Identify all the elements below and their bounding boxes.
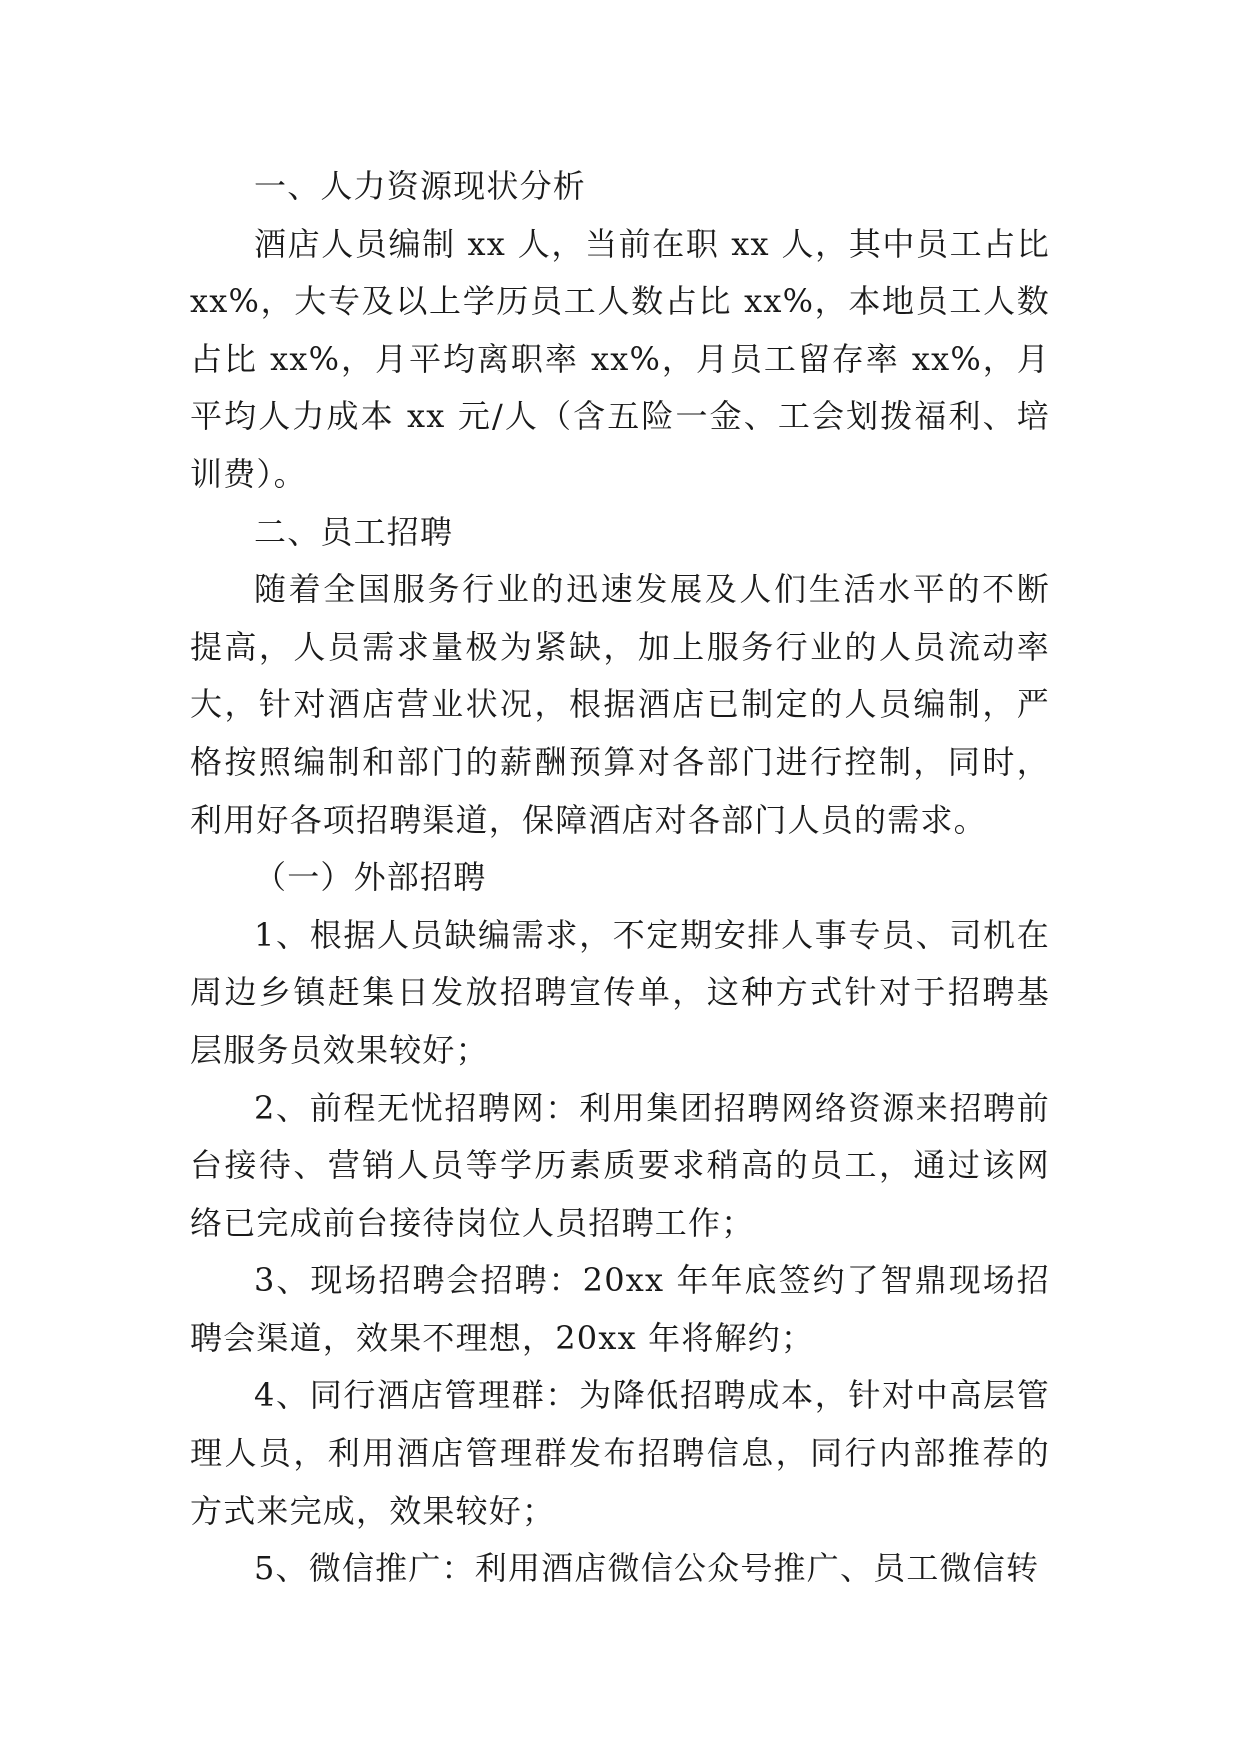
list-item-5: 5、微信推广：利用酒店微信公众号推广、员工微信转	[254, 1549, 1040, 1588]
list-item-2: 2、前程无忧招聘网：利用集团招聘网络资源来招聘前台接待、营销人员等学历素质要求稍高的员工，通过该网络已完成前台接待岗位人员招聘工作；	[190, 1088, 1050, 1242]
list-item-1: 1、根据人员缺编需求，不定期安排人事专员、司机在周边乡镇赶集日发放招聘宣传单，这种方式针对于招聘基层服务员效果较好；	[190, 915, 1050, 1069]
subsection-heading-external-recruitment: （一）外部招聘	[254, 858, 487, 897]
list-item-3: 3、现场招聘会招聘：20xx 年年底签约了智鼎现场招聘会渠道，效果不理想，20xx 年将解约；	[190, 1261, 1050, 1357]
section-heading-hr-status: 一、人力资源现状分析	[254, 167, 587, 205]
paragraph-hr-status: 酒店人员编制 xx 人，当前在职 xx 人，其中员工占比 xx%，大专及以上学历员工人数占比 xx%，本地员工人数占比 xx%，月平均离职率 xx%，月员工留存率 xx%，月平均人力成本 xx 元/人（含五险一金、工会划拨福利、培训费）。	[190, 224, 1050, 493]
section-heading-recruitment: 二、员工招聘	[254, 512, 454, 551]
paragraph-recruitment-intro: 随着全国服务行业的迅速发展及人们生活水平的不断提高，人员需求量极为紧缺，加上服务行业的人员流动率大，针对酒店营业状况，根据酒店已制定的人员编制，严格按照编制和部门的薪酬预算对各部门进行控制，同时，利用好各项招聘渠道，保障酒店对各部门人员的需求。	[190, 570, 1050, 839]
document-body	[190, 158, 1050, 1598]
list-item-4: 4、同行酒店管理群：为降低招聘成本，针对中高层管理人员，利用酒店管理群发布招聘信息，同行内部推荐的方式来完成，效果较好；	[190, 1376, 1050, 1530]
